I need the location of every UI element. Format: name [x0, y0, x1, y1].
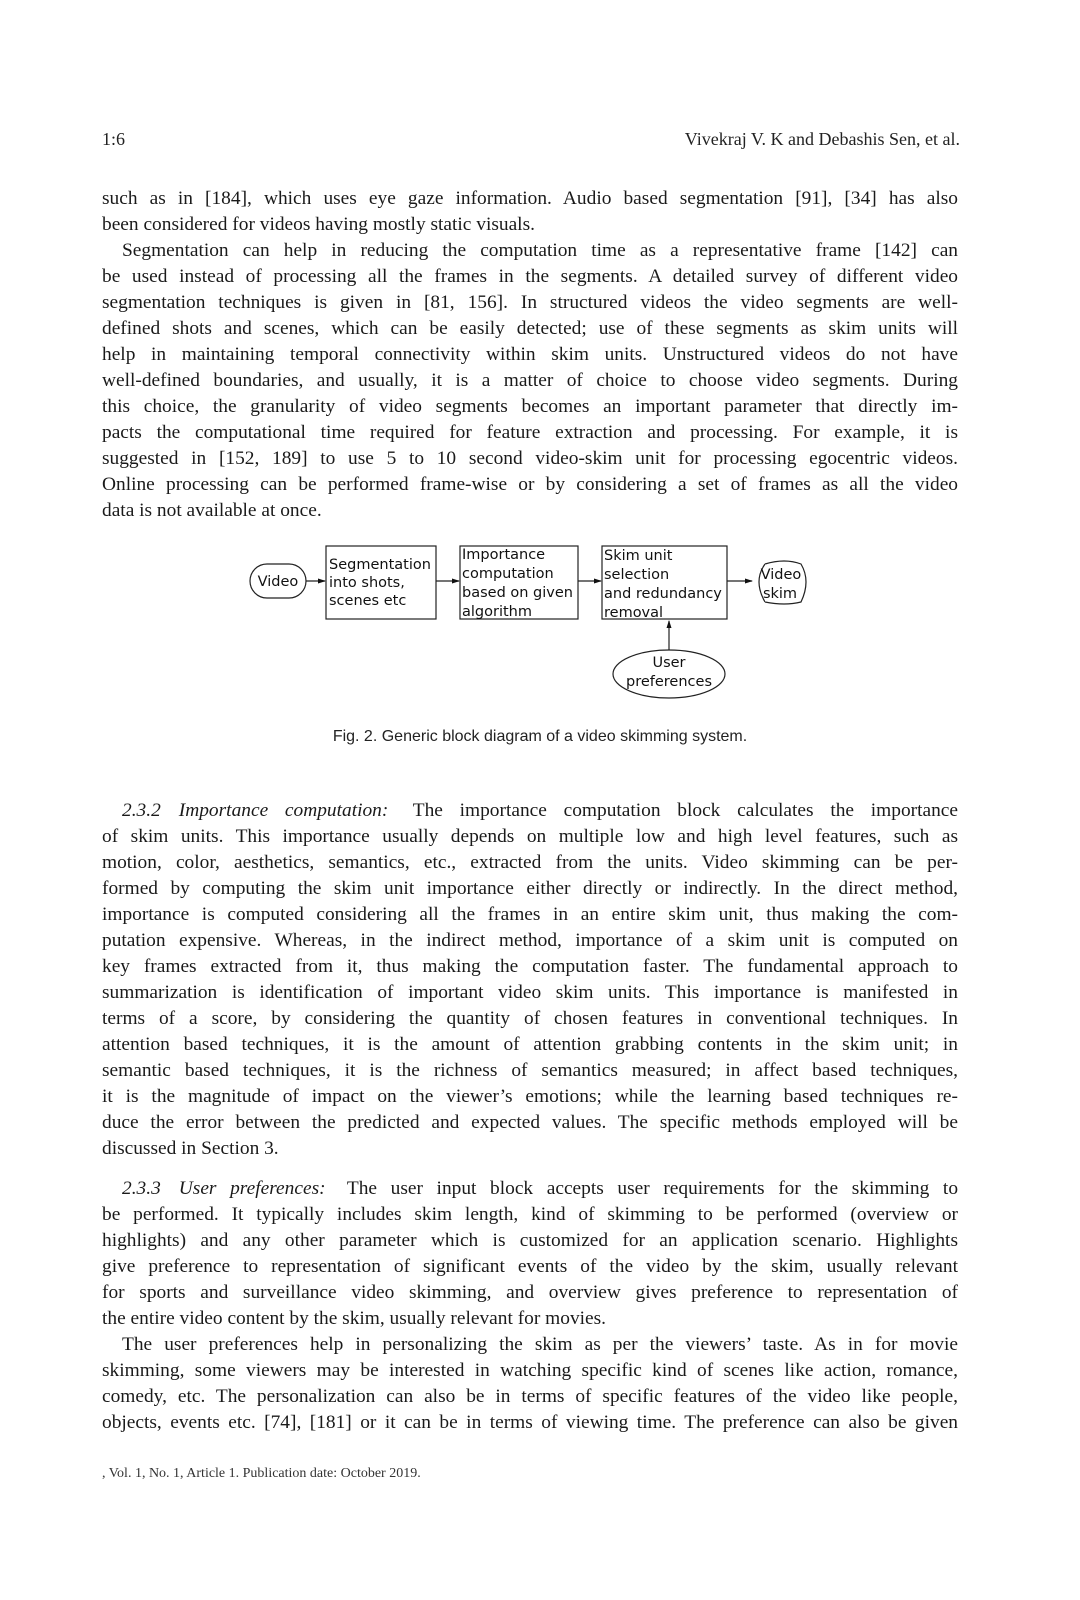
text-line: semantic based techniques, it is the richness of semantics measured; in affect based techniques,: [102, 1060, 958, 1081]
text-line: suggested in [152, 189] to use 5 to 10 second video-skim unit for processing egocentric videos.: [102, 448, 958, 469]
text-line: of skim units. This importance usually depends on multiple low and high level features, such as: [102, 826, 958, 847]
subsection-title: User preferences:: [178, 1178, 326, 1199]
node-user-preferences: [613, 650, 725, 698]
figure-caption: Fig. 2. Generic block diagram of a video skimming system.: [332, 728, 748, 745]
node-label: preferences: [626, 674, 712, 690]
text-line: [102, 1176, 958, 1202]
text-line: been considered for videos having mostly static visuals.: [102, 214, 535, 235]
node-video-input: [250, 564, 306, 598]
text-line: this choice, the granularity of video segments becomes an important parameter that directly im-: [102, 396, 958, 417]
text-line: be performed. It typically includes skim length, kind of skimming to be performed (overview or: [102, 1204, 958, 1225]
running-head: [102, 129, 960, 153]
text-line: skimming, some viewers may be interested in watching specific kind of scenes like action, romance,: [102, 1360, 958, 1381]
text-line: [102, 798, 958, 824]
node-label: and redundancy: [604, 586, 722, 602]
node-video-skim-output: [759, 561, 806, 604]
node-skim-unit-selection: [602, 546, 727, 621]
text-line: duce the error between the predicted and expected values. The specific methods employed will be: [102, 1112, 958, 1133]
running-authors: Vivekraj V. K and Debashis Sen, et al.: [684, 129, 960, 149]
page-number: 1:6: [102, 129, 126, 149]
text-line: putation expensive. Whereas, in the indirect method, importance of a skim unit is computed on: [102, 930, 958, 951]
node-label: into shots,: [329, 575, 405, 591]
node-label: selection: [604, 567, 670, 583]
text-span: The importance computation block calculates the importance: [412, 800, 958, 821]
text-line: segmentation techniques is given in [81, 156]. In structured videos the video segments are well-: [102, 292, 958, 313]
text-line: objects, events etc. [74], [181] or it can be in terms of viewing time. The preference can also be given: [102, 1412, 958, 1433]
body-text-top: [102, 186, 958, 524]
body-text-bottom: [102, 798, 958, 1436]
text-line: pacts the computational time required for feature extraction and processing. For example, it is: [102, 422, 958, 443]
text-line: Segmentation can help in reducing the computation time as a representative frame [142] can: [122, 240, 958, 261]
text-line: motion, color, aesthetics, semantics, etc., extracted from the units. Video skimming can be per-: [102, 852, 958, 873]
subsection-number: 2.3.2: [122, 800, 161, 821]
node-label: skim: [762, 586, 798, 602]
node-segmentation: [326, 546, 436, 619]
text-line: The user preferences help in personalizing the skim as per the viewers’ taste. As in for movie: [122, 1334, 958, 1355]
text-line: it is the magnitude of impact on the viewer’s emotions; while the learning based techniques re-: [102, 1086, 958, 1107]
subsection-2-3-3: [102, 1176, 958, 1332]
node-label: Importance: [462, 547, 546, 563]
node-label: based on given: [462, 585, 573, 601]
node-label: removal: [604, 605, 664, 621]
text-line: help in maintaining temporal connectivity within skim units. Unstructured videos do not have: [102, 344, 958, 365]
text-line: discussed in Section 3.: [102, 1138, 279, 1159]
text-span: The user input block accepts user requirements for the skimming to: [346, 1178, 959, 1199]
text-line: give preference to representation of significant events of the video by the skim, usually relevant: [102, 1256, 958, 1277]
subsection-2-3-2: [102, 798, 958, 1162]
text-line: highlights) and any other parameter which is customized for an application scenario. Highlights: [102, 1230, 958, 1251]
paragraph-segmentation: [102, 238, 958, 524]
subsection-number: 2.3.3: [122, 1178, 161, 1199]
text-line: for sports and surveillance video skimming, and overview gives preference to representation of: [102, 1282, 958, 1303]
paragraph-user-preferences: [102, 1332, 958, 1436]
text-line: well-defined boundaries, and usually, it is a matter of choice to choose video segments. During: [102, 370, 958, 391]
text-line: key frames extracted from it, thus making the computation faster. The fundamental approach to: [102, 956, 958, 977]
text-line: data is not available at once.: [102, 500, 322, 521]
node-label: Video: [257, 574, 299, 590]
node-label: Video: [760, 567, 802, 583]
text-line: defined shots and scenes, which can be easily detected; use of these segments as skim units will: [102, 318, 958, 339]
text-line: Online processing can be performed frame-wise or by considering a set of frames as all the video: [102, 474, 958, 495]
node-importance-computation: [460, 546, 578, 620]
text-line: be used instead of processing all the frames in the segments. A detailed survey of different video: [102, 266, 958, 287]
text-line: terms of a score, by considering the quantity of chosen features in conventional techniques. In: [102, 1008, 958, 1029]
node-label: Segmentation: [329, 557, 431, 573]
text-line: the entire video content by the skim, usually relevant for movies.: [102, 1308, 607, 1329]
node-label: computation: [462, 566, 554, 582]
page-footer: , Vol. 1, No. 1, Article 1. Publication date: October 2019.: [102, 1466, 421, 1481]
text-line: attention based techniques, it is the amount of attention grabbing contents in the skim unit; in: [102, 1034, 958, 1055]
node-label: User: [652, 655, 686, 671]
text-line: such as in [184], which uses eye gaze information. Audio based segmentation [91], [34] has also: [102, 188, 958, 209]
text-line: importance is computed considering all the frames in an entire skim unit, thus making the com-: [102, 904, 958, 925]
paragraph-continuation: [102, 186, 958, 238]
node-label: scenes etc: [329, 593, 407, 609]
node-label: algorithm: [462, 604, 532, 620]
text-line: summarization is identification of important video skim units. This importance is manifested in: [102, 982, 958, 1003]
node-label: Skim unit: [604, 548, 673, 564]
text-line: comedy, etc. The personalization can also be in terms of specific features of the video like people,: [102, 1386, 958, 1407]
block-diagram-figure: [245, 540, 825, 710]
text-line: formed by computing the skim unit importance either directly or indirectly. In the direct method,: [102, 878, 958, 899]
block-diagram: [245, 540, 825, 710]
subsection-title: Importance computation:: [178, 800, 389, 821]
